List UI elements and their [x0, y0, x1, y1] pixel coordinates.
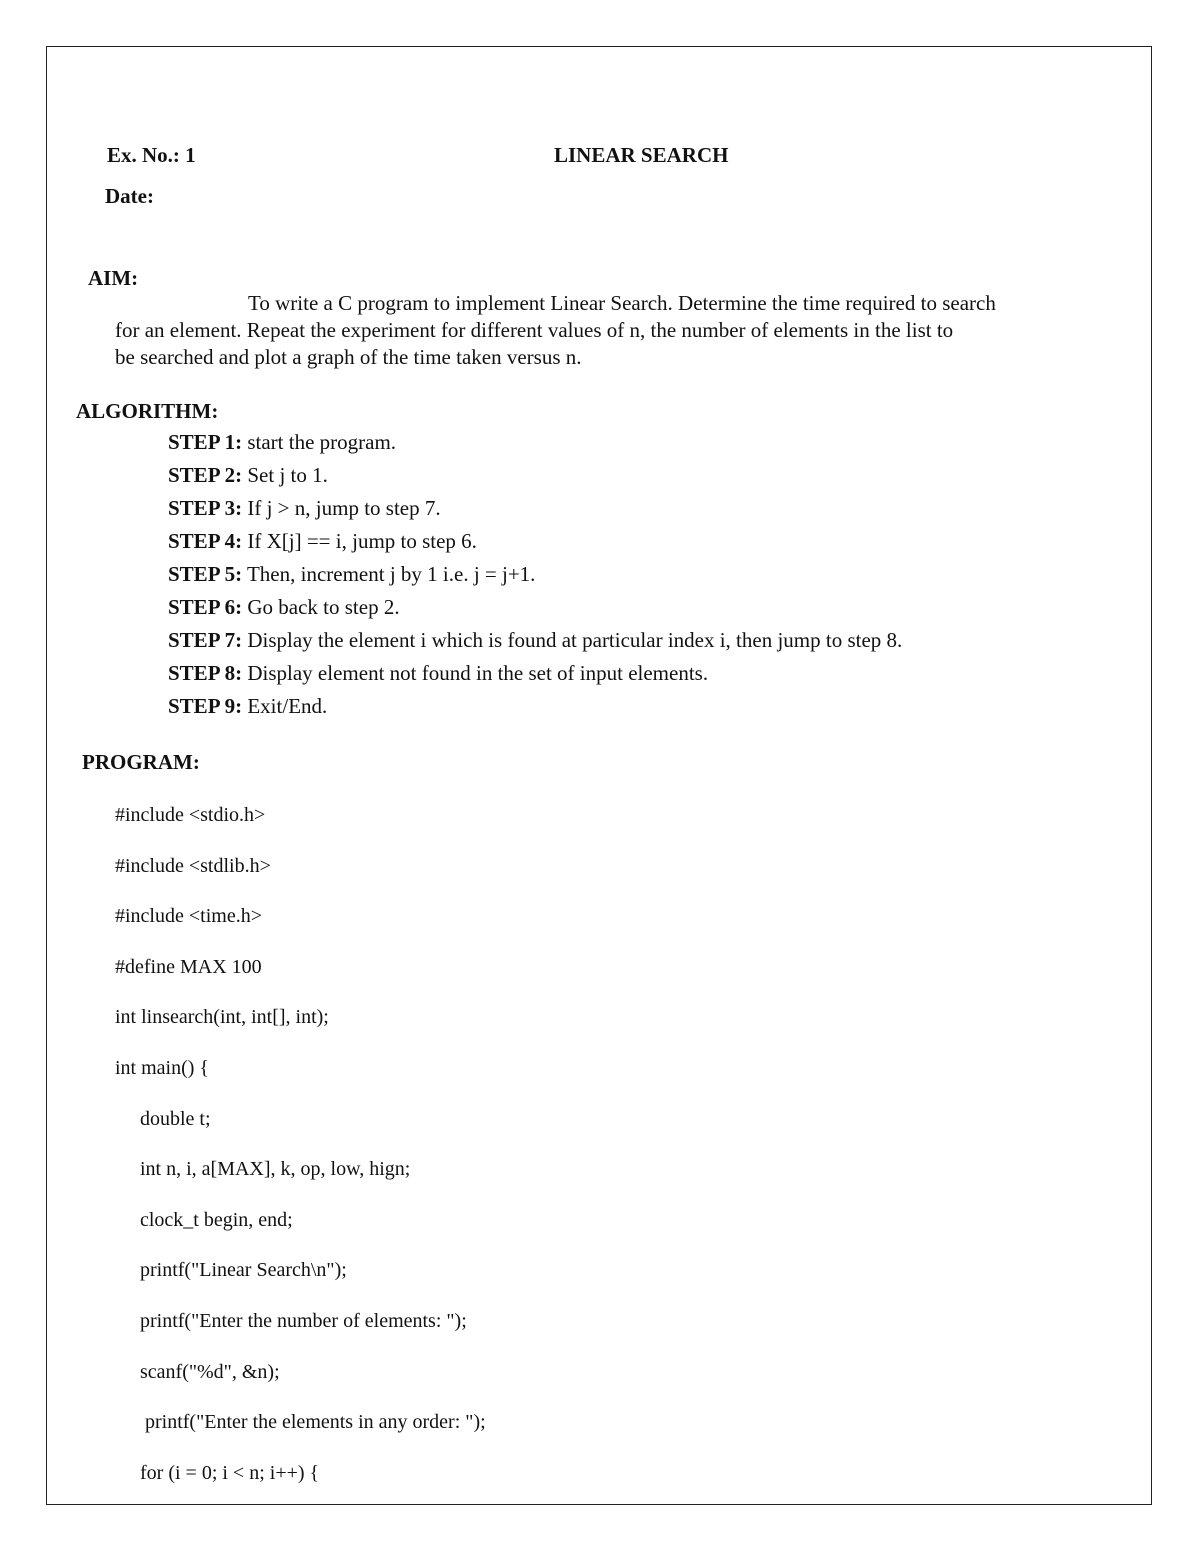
code-line: #include <stdlib.h> [115, 854, 271, 877]
step-text: Exit/End. [242, 694, 328, 718]
algorithm-step [168, 428, 902, 461]
step-label: STEP 9: [168, 694, 243, 718]
code-line: scanf("%d", &n); [140, 1360, 280, 1383]
algorithm-step [168, 527, 902, 560]
code-line: for (i = 0; i < n; i++) { [140, 1461, 320, 1484]
aim-line-3: be searched and plot a graph of the time taken versus n. [115, 345, 582, 369]
program-code [0, 800, 486, 1508]
code-line: double t; [140, 1107, 211, 1130]
step-text: If X[j] == i, jump to step 6. [242, 529, 477, 553]
step-text: Display element not found in the set of input elements. [242, 661, 709, 685]
step-label: STEP 2: [168, 463, 243, 487]
step-text: Set j to 1. [242, 463, 328, 487]
code-line: printf("Enter the number of elements: "); [140, 1309, 467, 1332]
step-label: STEP 6: [168, 595, 243, 619]
algorithm-step [168, 461, 902, 494]
exercise-number: Ex. No.: 1 [107, 143, 196, 167]
page-title: LINEAR SEARCH [554, 143, 729, 167]
code-line: clock_t begin, end; [140, 1208, 293, 1231]
algorithm-step [168, 560, 902, 593]
code-line: #define MAX 100 [115, 955, 262, 978]
code-line: printf("Linear Search\n"); [140, 1259, 347, 1282]
step-text: start the program. [242, 430, 397, 454]
algorithm-step [168, 593, 902, 626]
step-label: STEP 1: [168, 430, 243, 454]
step-label: STEP 8: [168, 661, 243, 685]
step-label: STEP 3: [168, 496, 243, 520]
step-label: STEP 5: [168, 562, 243, 586]
algorithm-step [168, 626, 902, 659]
step-text: Display the element i which is found at particular index i, then jump to step 8. [242, 628, 903, 652]
code-line: printf("Enter the elements in any order: "); [145, 1411, 486, 1434]
aim-line-2: for an element. Repeat the experiment for different values of n, the number of elements in the list to [115, 318, 954, 342]
aim-line-1: To write a C program to implement Linear Search. Determine the time required to search [248, 291, 996, 315]
date-label: Date: [105, 184, 154, 208]
step-text: Then, increment j by 1 i.e. j = j+1. [242, 562, 536, 586]
algorithm-step [168, 659, 902, 692]
step-label: STEP 4: [168, 529, 243, 553]
code-line: int n, i, a[MAX], k, op, low, hign; [140, 1158, 411, 1181]
code-line: #include <stdio.h> [115, 804, 266, 826]
program-heading: PROGRAM: [82, 750, 200, 774]
algorithm-steps [168, 428, 902, 725]
step-label: STEP 7: [168, 628, 243, 652]
algorithm-step [168, 494, 902, 527]
algorithm-step [168, 692, 902, 725]
step-text: Go back to step 2. [242, 595, 400, 619]
code-line: #include <time.h> [115, 905, 262, 928]
step-text: If j > n, jump to step 7. [242, 496, 441, 520]
algorithm-heading: ALGORITHM: [76, 399, 219, 423]
code-line: int linsearch(int, int[], int); [115, 1006, 329, 1029]
aim-heading: AIM: [88, 266, 139, 290]
code-line: int main() { [115, 1056, 210, 1079]
